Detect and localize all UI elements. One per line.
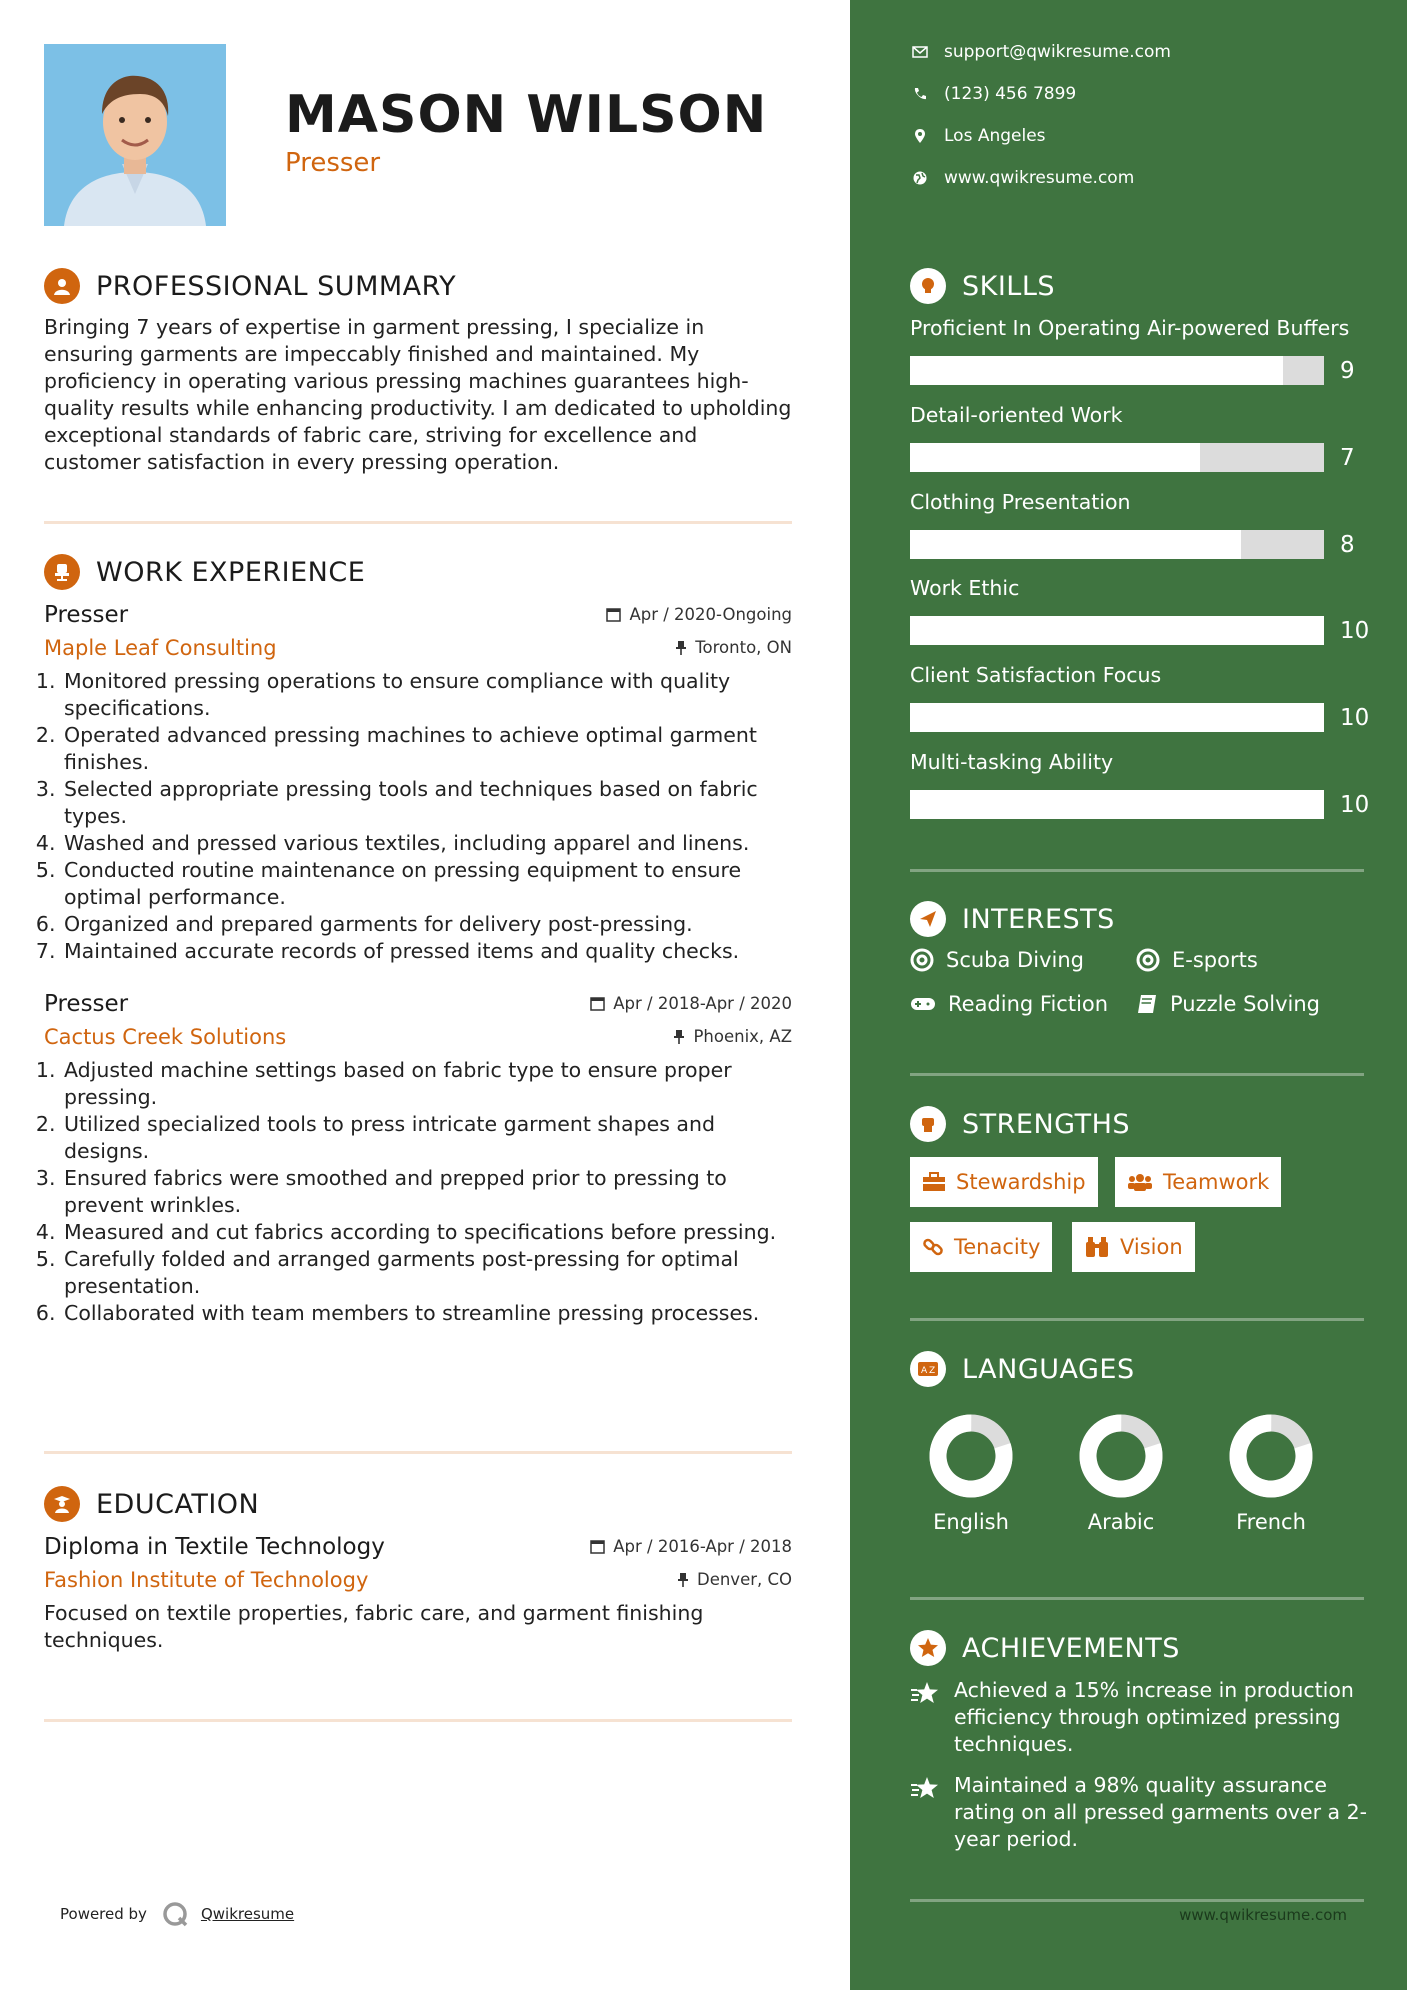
graduate-icon	[44, 1486, 80, 1522]
skill-bar-fill	[910, 790, 1324, 819]
contact-email: support@qwikresume.com	[910, 42, 1171, 62]
degree: Diploma in Textile Technology	[44, 1534, 385, 1560]
language-item: Arabic	[1061, 1414, 1181, 1534]
interests-header: INTERESTS	[910, 901, 1115, 937]
skill-item: Proficient In Operating Air-powered Buffers 9	[910, 316, 1355, 384]
sidebar	[850, 0, 1407, 1990]
job-position: Presser	[44, 602, 129, 628]
skill-bar	[910, 356, 1324, 385]
profile-photo	[44, 44, 226, 226]
strength-chip: Vision	[1072, 1222, 1195, 1272]
life-ring-icon	[1136, 948, 1160, 972]
pin-icon	[673, 1029, 685, 1044]
skill-bar-fill	[910, 443, 1200, 472]
skill-bar	[910, 790, 1324, 819]
contact-location: Los Angeles	[910, 126, 1046, 146]
skill-bar	[910, 616, 1324, 645]
users-icon	[1127, 1172, 1153, 1192]
list-item: 4. Washed and pressed various textiles, including apparel and linens.	[62, 830, 792, 857]
skill-item: Detail-oriented Work 7	[910, 403, 1355, 471]
list-item: 3. Ensured fabrics were smoothed and prepped prior to pressing to prevent wrinkles.	[62, 1165, 792, 1219]
calendar-icon	[590, 996, 605, 1011]
divider	[44, 521, 792, 524]
svg-text:A: A	[921, 1366, 928, 1376]
school: Fashion Institute of Technology	[44, 1568, 369, 1592]
job-entry	[44, 602, 792, 965]
star-badge-icon	[910, 1630, 946, 1666]
skill-bar-fill	[910, 703, 1324, 732]
skill-bar	[910, 530, 1324, 559]
divider	[910, 1597, 1364, 1600]
education-location: Denver, CO	[677, 1570, 792, 1589]
qwikresume-link[interactable]: Qwikresume	[200, 1905, 295, 1923]
phone-icon	[913, 87, 927, 101]
contact-phone: (123) 456 7899	[910, 84, 1076, 104]
job-location: Toronto, ON	[675, 638, 792, 657]
job-location: Phoenix, AZ	[673, 1027, 792, 1046]
star-icon	[910, 1776, 940, 1802]
education-section	[44, 1484, 792, 1654]
language-icon	[910, 1351, 946, 1387]
svg-text:Z: Z	[929, 1366, 936, 1376]
strength-chip: Tenacity	[910, 1222, 1052, 1272]
divider	[910, 1899, 1364, 1902]
paper-plane-icon	[910, 901, 946, 937]
list-item: 5. Conducted routine maintenance on pressing equipment to ensure optimal performance.	[62, 857, 792, 911]
divider	[910, 1318, 1364, 1321]
footer-url[interactable]: www.qwikresume.com	[1179, 1906, 1347, 1924]
language-donut	[1079, 1414, 1163, 1498]
skill-bar	[910, 443, 1324, 472]
pin-icon	[675, 640, 687, 655]
skill-item: Clothing Presentation 8	[910, 490, 1355, 558]
divider	[44, 1451, 792, 1454]
list-item: 6. Organized and prepared garments for delivery post-pressing.	[62, 911, 792, 938]
calendar-icon	[590, 1539, 605, 1554]
divider	[910, 869, 1364, 872]
summary-heading: PROFESSIONAL SUMMARY	[96, 270, 457, 302]
skills-header: SKILLS	[910, 268, 1055, 304]
skill-item: Multi-tasking Ability 10	[910, 750, 1370, 818]
skill-item: Work Ethic 10	[910, 576, 1370, 644]
skill-item: Client Satisfaction Focus 10	[910, 663, 1370, 731]
language-donut	[929, 1414, 1013, 1498]
list-item: 7. Maintained accurate records of pressed items and quality checks.	[62, 938, 792, 965]
achievement-item: Achieved a 15% increase in production efficiency through optimized pressing techniques.	[910, 1677, 1370, 1758]
user-icon	[44, 268, 80, 304]
divider	[910, 1073, 1364, 1076]
candidate-title: Presser	[285, 148, 381, 178]
link-icon	[922, 1236, 944, 1258]
education-heading: EDUCATION	[96, 1488, 260, 1520]
fist-icon	[910, 1106, 946, 1142]
language-item: French	[1211, 1414, 1331, 1534]
interest-item: Scuba Diving	[910, 948, 1084, 972]
skill-bar-fill	[910, 530, 1241, 559]
strengths-header: STRENGTHS	[910, 1106, 1130, 1142]
office-chair-icon	[44, 554, 80, 590]
list-item: 4. Measured and cut fabrics according to specifications before pressing.	[62, 1219, 792, 1246]
work-heading: WORK EXPERIENCE	[96, 556, 366, 588]
powered-by: Powered by Qwikresume	[60, 1900, 294, 1928]
work-section	[44, 552, 792, 1327]
education-description: Focused on textile properties, fabric care, and garment finishing techniques.	[44, 1601, 704, 1652]
job-position: Presser	[44, 991, 129, 1017]
summary-section	[44, 266, 792, 476]
education-dates: Apr / 2016-Apr / 2018	[590, 1537, 792, 1556]
briefcase-icon	[922, 1172, 946, 1192]
binoculars-icon	[1084, 1236, 1110, 1258]
language-item: English	[911, 1414, 1031, 1534]
envelope-icon	[912, 46, 928, 58]
gamepad-icon	[910, 995, 936, 1013]
list-item: 2. Operated advanced pressing machines to achieve optimal garment finishes.	[62, 722, 792, 776]
duty-list	[44, 1057, 792, 1327]
duty-list	[44, 668, 792, 965]
map-marker-icon	[915, 129, 925, 143]
list-item: 2. Utilized specialized tools to press intricate garment shapes and designs.	[62, 1111, 792, 1165]
divider	[44, 1719, 792, 1722]
interest-item: E-sports	[1136, 948, 1258, 972]
job-dates: Apr / 2018-Apr / 2020	[590, 994, 792, 1013]
strength-chip: Stewardship	[910, 1157, 1098, 1207]
skill-bar-fill	[910, 356, 1283, 385]
calendar-icon	[606, 607, 621, 622]
globe-icon	[913, 171, 927, 185]
achievements-header: ACHIEVEMENTS	[910, 1630, 1180, 1666]
job-company: Cactus Creek Solutions	[44, 1025, 287, 1049]
skill-bar-fill	[910, 616, 1324, 645]
contact-website: www.qwikresume.com	[910, 168, 1134, 188]
interest-item: Puzzle Solving	[1136, 992, 1320, 1016]
pin-icon	[677, 1572, 689, 1587]
interest-item: Reading Fiction	[910, 992, 1108, 1016]
book-icon	[1136, 993, 1158, 1015]
job-entry	[44, 991, 792, 1327]
qwikresume-logo-icon	[161, 1900, 189, 1928]
job-dates: Apr / 2020-Ongoing	[606, 605, 792, 624]
languages-header: A Z LANGUAGES	[910, 1351, 1135, 1387]
list-item: 3. Selected appropriate pressing tools and techniques based on fabric types.	[62, 776, 792, 830]
list-item: 1. Adjusted machine settings based on fabric type to ensure proper pressing.	[62, 1057, 792, 1111]
strength-chip: Teamwork	[1115, 1157, 1281, 1207]
skill-bar	[910, 703, 1324, 732]
list-item: 5. Carefully folded and arranged garments post-pressing for optimal presentation.	[62, 1246, 792, 1300]
list-item: 1. Monitored pressing operations to ensure compliance with quality specifications.	[62, 668, 792, 722]
star-icon	[910, 1681, 940, 1707]
life-ring-icon	[910, 948, 934, 972]
list-item: 6. Collaborated with team members to streamline pressing processes.	[62, 1300, 792, 1327]
job-company: Maple Leaf Consulting	[44, 636, 277, 660]
candidate-name: MASON WILSON	[285, 85, 768, 145]
achievement-item: Maintained a 98% quality assurance rating on all pressed garments over a 2-year period.	[910, 1772, 1370, 1853]
lightbulb-icon	[910, 268, 946, 304]
language-donut	[1229, 1414, 1313, 1498]
summary-text: Bringing 7 years of expertise in garment pressing, I specialize in ensuring garments are impeccably finished and maintained. My proficiency in operating various pressing machines guarantees high-quality results while enhancing productivity. I am dedicated to upholding exceptional standards of fabric care, striving for excellence and customer satisfaction in every pressing operation.	[44, 315, 792, 474]
